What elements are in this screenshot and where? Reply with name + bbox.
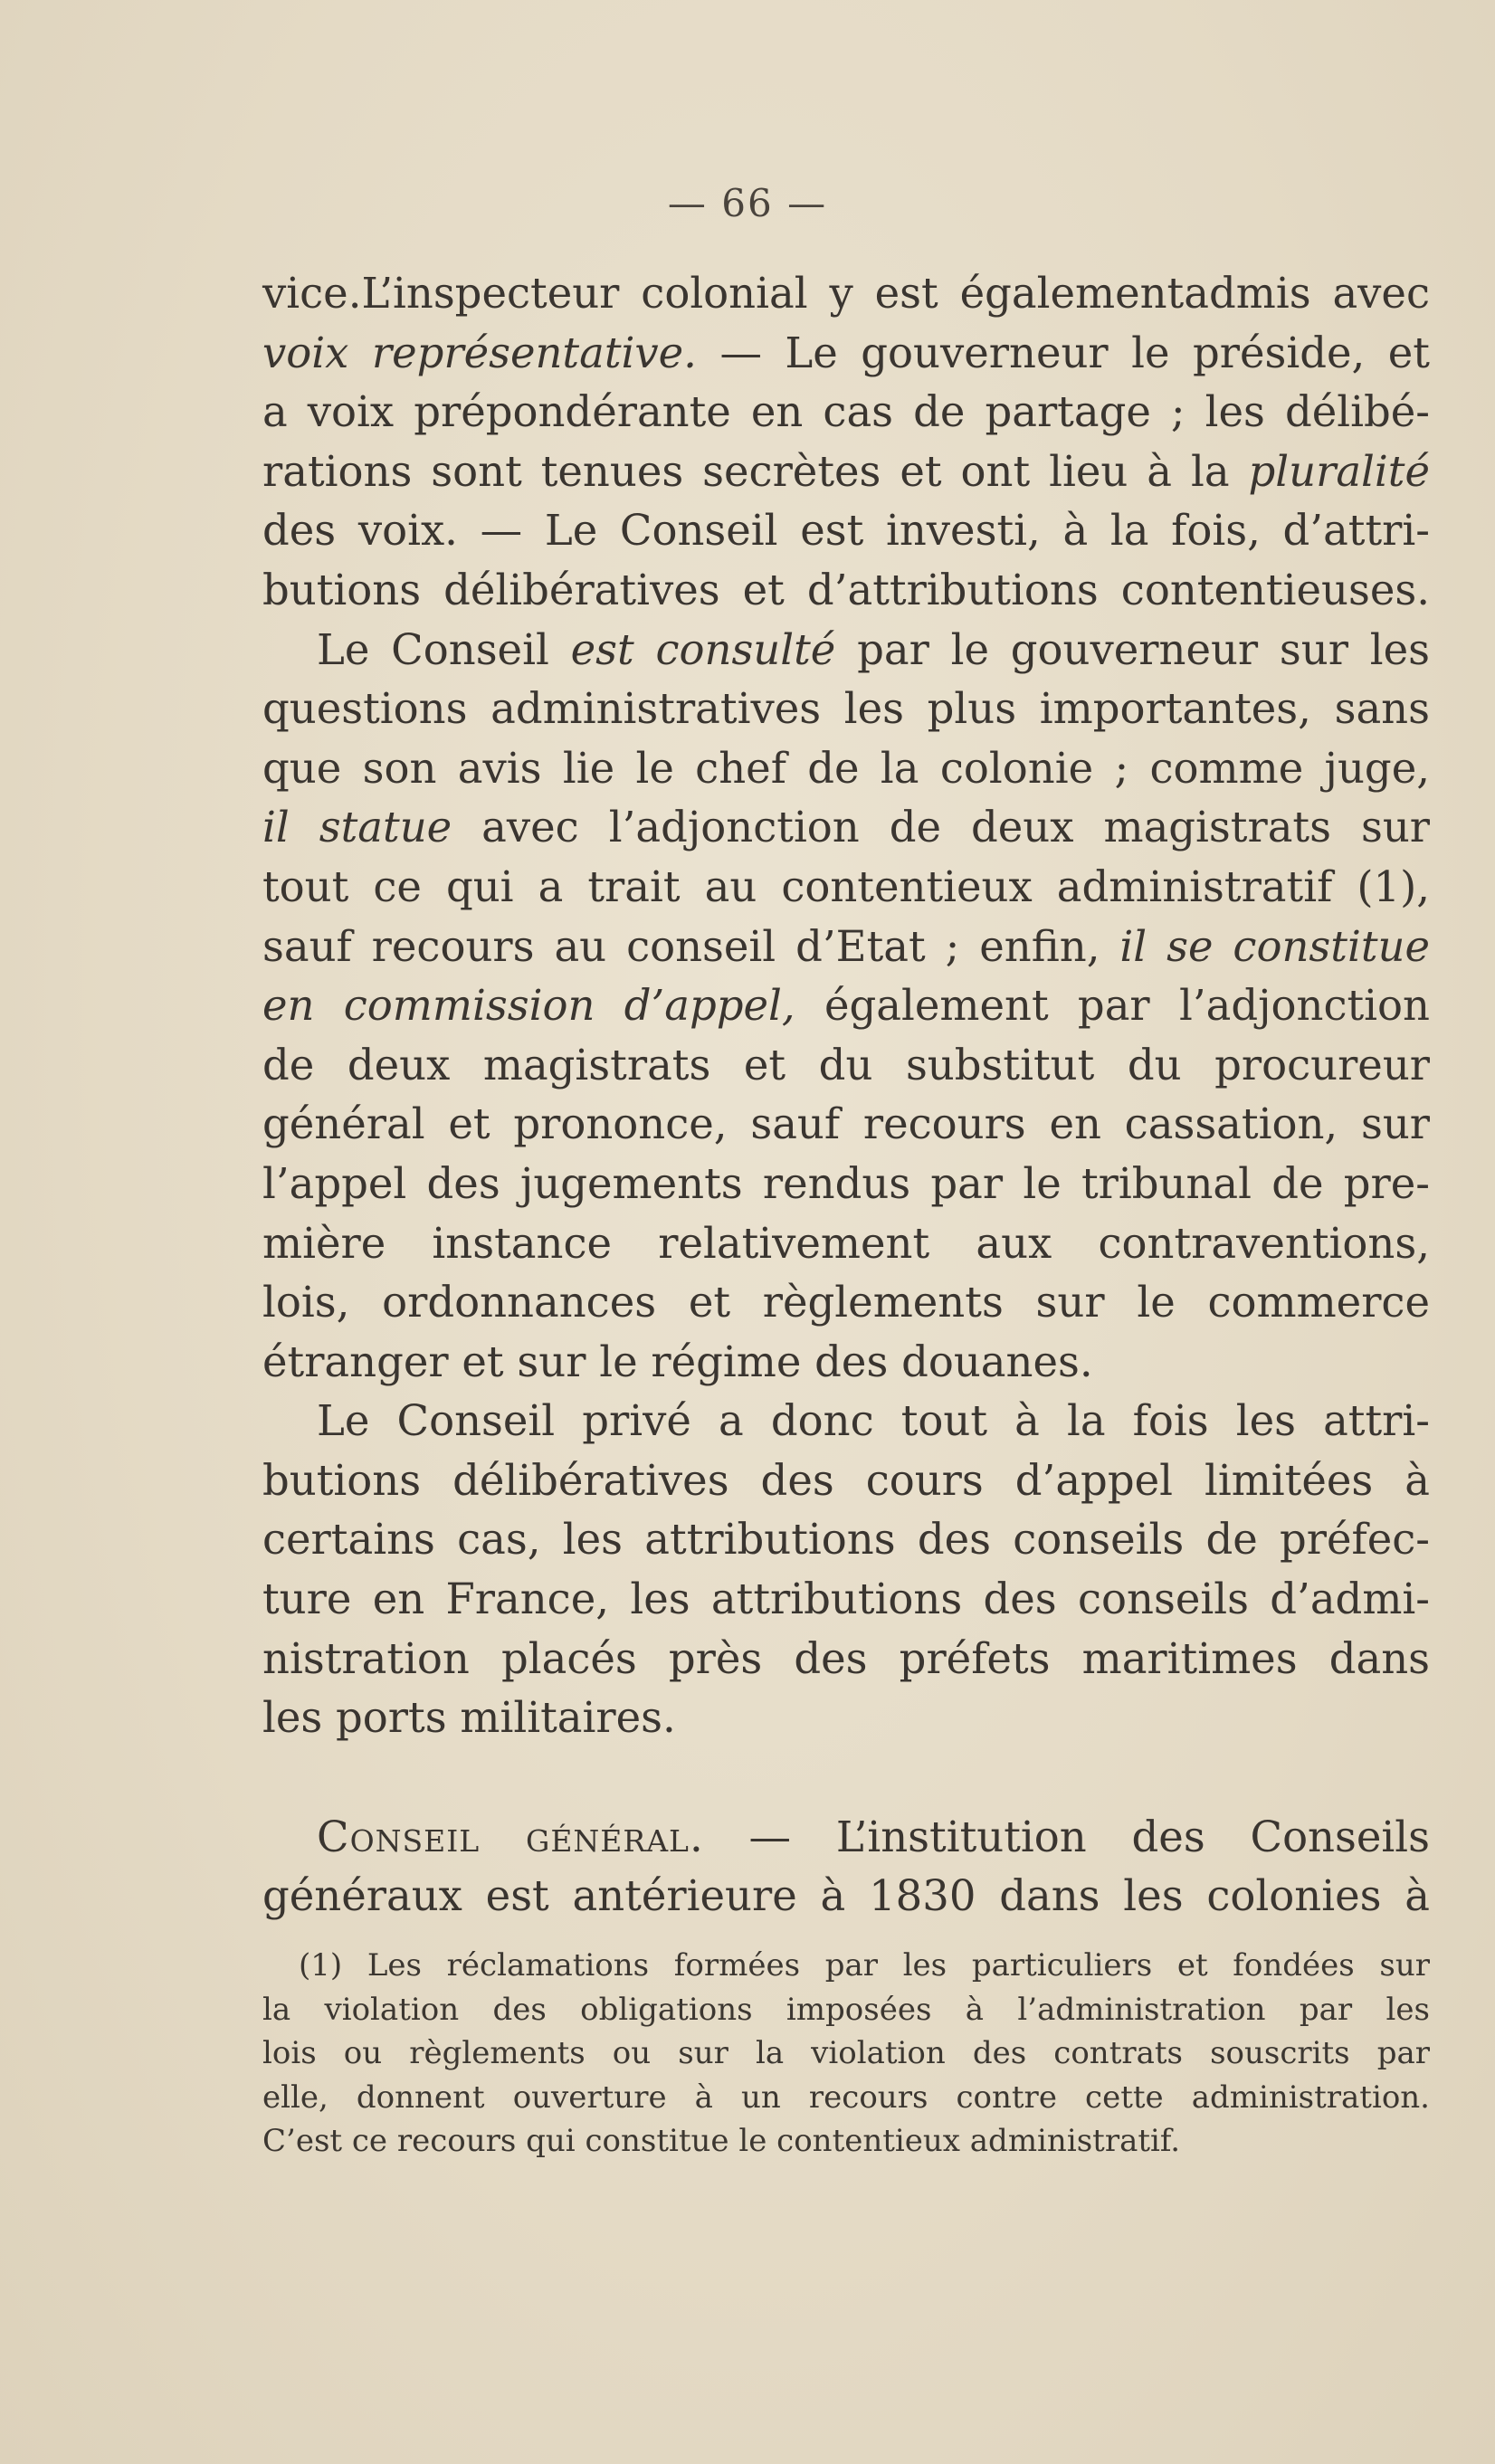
- footnote-line: C’est ce recours qui constitue le contentieux administratif.: [262, 2123, 1181, 2160]
- text-line: étranger et sur le régime des douanes.: [262, 1337, 1093, 1386]
- footnote-line: la violation des obligations imposées à l’administration par les: [262, 1991, 1430, 2028]
- text-line: de deux magistrats et du substitut du procureur: [262, 1040, 1430, 1089]
- text-line: général et prononce, sauf recours en cassation, sur: [262, 1099, 1430, 1149]
- footnote-line: lois ou règlements ou sur la violation des contrats souscrits par: [262, 2035, 1430, 2072]
- section-gap: [262, 1748, 1430, 1808]
- body-text: [262, 264, 1430, 1926]
- text-line: généraux est antérieure à 1830 dans les colonies à: [262, 1871, 1430, 1921]
- footnote: [262, 1944, 1430, 2164]
- text-line: vice.L’inspecteur colonial y est égalementadmis avec: [262, 269, 1430, 318]
- text-line: a voix prépondérante en cas de partage ; les délibé-: [262, 387, 1430, 437]
- paragraph-start: Le Conseil est consulté par le gouverneur sur les: [317, 624, 1430, 674]
- section-heading-line: Conseil général. — L’institution des Conseils: [317, 1812, 1430, 1861]
- text-line: ture en France, les attributions des conseils d’admi-: [262, 1574, 1430, 1624]
- text-line: certains cas, les attributions des conseils de préfec-: [262, 1515, 1430, 1565]
- text-line: mière instance relativement aux contraventions,: [262, 1218, 1430, 1268]
- text-line: des voix. — Le Conseil est investi, à la fois, d’attri-: [262, 506, 1430, 556]
- text-line: nistration placés près des préfets maritimes dans: [262, 1633, 1430, 1683]
- text-line: en commission d’appel, également par l’adjonction: [262, 981, 1430, 1031]
- text-line: sauf recours au conseil d’Etat ; enfin, il se constitue: [262, 921, 1430, 971]
- page-number: — 66 —: [667, 181, 828, 225]
- footnote-line: elle, donnent ouverture à un recours contre cette administration.: [262, 2079, 1430, 2116]
- footnote-line: (1) Les réclamations formées par les particuliers et fondées sur: [299, 1947, 1430, 1984]
- text-line: rations sont tenues secrètes et ont lieu à la pluralité: [262, 446, 1430, 496]
- text-line: que son avis lie le chef de la colonie ; comme juge,: [262, 743, 1430, 793]
- paragraph-start: Le Conseil privé a donc tout à la fois les attri-: [317, 1396, 1430, 1446]
- text-line: butions délibératives et d’attributions contentieuses.: [262, 565, 1430, 614]
- text-line: questions administratives les plus importantes, sans: [262, 684, 1430, 734]
- text-line: butions délibératives des cours d’appel limitées à: [262, 1455, 1430, 1505]
- text-line: lois, ordonnances et règlements sur le commerce: [262, 1278, 1430, 1327]
- section-heading: Conseil général.: [317, 1812, 704, 1861]
- text-line: il statue avec l’adjonction de deux magistrats sur: [262, 803, 1431, 852]
- text-line: voix représentative. — Le gouverneur le préside, et: [262, 328, 1430, 377]
- text-line: les ports militaires.: [262, 1693, 676, 1743]
- text-line: l’appel des jugements rendus par le tribunal de pre-: [262, 1158, 1430, 1208]
- text-line: tout ce qui a trait au contentieux administratif (1),: [262, 861, 1430, 911]
